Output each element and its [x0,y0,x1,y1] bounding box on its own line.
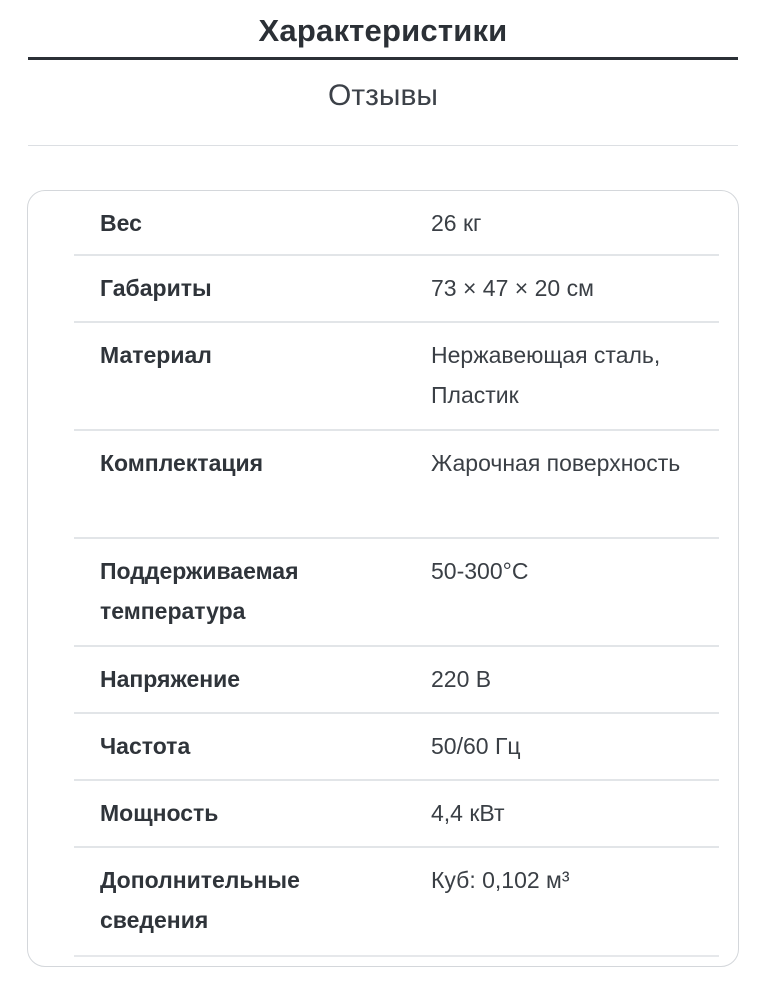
tab-characteristics-label: Характеристики [258,13,508,48]
spec-value: 73 × 47 × 20 см [431,275,594,301]
spec-row-weight [74,191,719,256]
spec-label: Поддерживаемая температура [100,558,299,624]
spec-value: 50-300°С [431,558,529,584]
spec-row-package [74,431,719,539]
spec-value: 4,4 кВт [431,800,505,826]
spec-value: 220 В [431,666,492,692]
specs-table [27,190,739,967]
tab-characteristics[interactable] [28,0,738,60]
spec-label: Габариты [100,275,212,301]
spec-row-material [74,323,719,431]
spec-label: Комплектация [100,450,264,476]
spec-value: Нержавеющая сталь, Пластик [431,342,661,408]
spec-row-frequency [74,714,719,781]
spec-row-additional-info [74,848,719,957]
spec-row-dimensions [74,256,719,323]
tab-reviews[interactable] [28,62,738,146]
spec-label: Вес [100,210,142,236]
spec-label: Дополнительные сведения [100,867,300,933]
spec-row-voltage [74,647,719,714]
spec-label: Напряжение [100,666,241,692]
spec-value: 50/60 Гц [431,733,521,759]
spec-label: Частота [100,733,191,759]
spec-value: 26 кг [431,210,482,236]
tab-reviews-label: Отзывы [328,79,438,112]
spec-value: Жарочная поверхность [431,450,681,476]
spec-row-temperature [74,539,719,647]
spec-row-power [74,781,719,848]
spec-label: Мощность [100,800,219,826]
spec-label: Материал [100,342,212,368]
spec-value: Куб: 0,102 м³ [431,867,570,893]
